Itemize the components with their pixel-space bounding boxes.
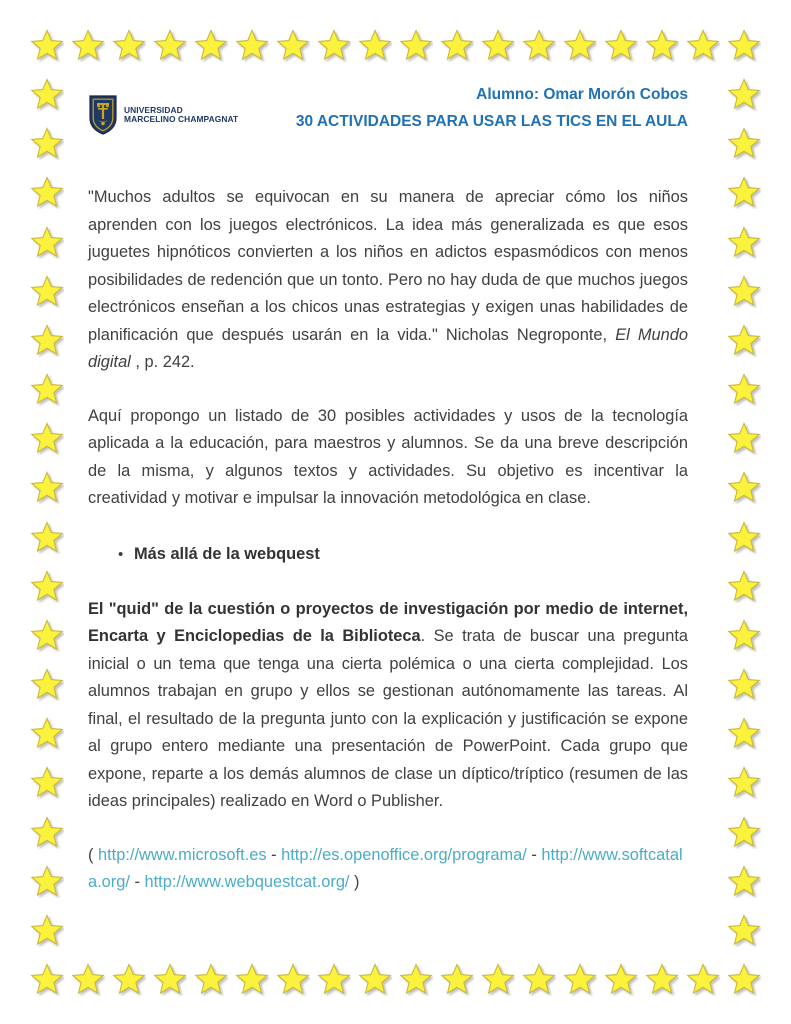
quote-source-title: El Mundo digital bbox=[88, 325, 688, 371]
link-openoffice[interactable]: http://es.openoffice.org/programa/ bbox=[281, 845, 527, 864]
header-title-block bbox=[296, 86, 688, 131]
quote-text-part-2: , p. 242. bbox=[130, 353, 195, 371]
spacer bbox=[88, 377, 688, 403]
link-softcatala[interactable]: http://www.softcatala.org/ bbox=[88, 845, 683, 891]
bullet-marker-icon: • bbox=[118, 545, 124, 563]
section-bold-lead: El "quid" de la cuestión o proyectos de investigación por medio de internet, Encarta y Enciclopedias de la Biblioteca bbox=[88, 599, 688, 645]
quote-text-part-1: "Muchos adultos se equivocan en su manera de apreciar cómo los niños aprenden con los juegos electrónicos. La idea más generalizada es que esos juguetes hipnóticos convierten a los niños en adictos espasmódicos con menos posibilidades de redención que un tonto. Pero no hay duda de que muchos juegos electrónicos enseñan a los chicos unas estrategias y exigen unas habilidades de planificación que después usarán en la vida." Nicholas Negroponte, bbox=[88, 188, 688, 344]
reference-links-paragraph bbox=[88, 842, 688, 897]
section-body-rest: . Se trata de buscar una pregunta inicial o un tema que tenga una cierta polémica o una cierta complejidad. Los alumnos trabajan en grupo y ellos se gestionan autónomamente las tareas. Al final, el resultado de la pregunta junto con la explicación y justificación se expone al grupo entero mediante una presentación de PowerPoint. Cada grupo que expone, reparte a los demás alumnos de clase un díptico/tríptico (resumen de las ideas principales) realizado en Word o Publisher. bbox=[88, 627, 689, 810]
link-microsoft[interactable]: http://www.microsoft.es bbox=[98, 845, 267, 864]
links-separator: - bbox=[526, 845, 542, 864]
intro-paragraph: Aquí propongo un listado de 30 posibles actividades y usos de la tecnología aplicada a la educación, para maestros y alumnos. Se da una breve descripción de la misma, y algunos textos y actividades. Su objetivo es incentivar la creatividad y motivar e impulsar la innovación metodológica en clase. bbox=[88, 406, 688, 507]
document-title: 30 ACTIVIDADES PARA USAR LAS TICS EN EL AULA bbox=[295, 113, 688, 130]
section-paragraph bbox=[88, 596, 688, 816]
link-webquestcat[interactable]: http://www.webquestcat.org/ bbox=[144, 873, 350, 891]
logo-line-2: MARCELINO CHAMPAGNAT bbox=[124, 114, 239, 124]
links-separator: - bbox=[266, 845, 282, 864]
spacer bbox=[88, 513, 688, 541]
shield-crest-icon bbox=[88, 94, 118, 136]
student-name-line: Alumno: Omar Morón Cobos bbox=[476, 86, 688, 103]
document-header bbox=[88, 86, 688, 160]
document-content bbox=[88, 86, 688, 897]
spacer bbox=[88, 160, 688, 184]
quote-paragraph bbox=[88, 184, 688, 377]
links-open-paren: ( bbox=[88, 845, 99, 864]
links-separator: - bbox=[129, 873, 145, 891]
university-logo-text bbox=[124, 106, 238, 125]
logo-line-1: UNIVERSIDAD bbox=[124, 104, 183, 115]
bullet-heading-item bbox=[118, 541, 688, 568]
bullet-heading-label: Más allá de la webquest bbox=[134, 544, 320, 563]
university-logo bbox=[88, 94, 238, 136]
links-close-paren: ) bbox=[349, 873, 360, 891]
spacer bbox=[88, 816, 688, 842]
spacer bbox=[88, 568, 688, 596]
